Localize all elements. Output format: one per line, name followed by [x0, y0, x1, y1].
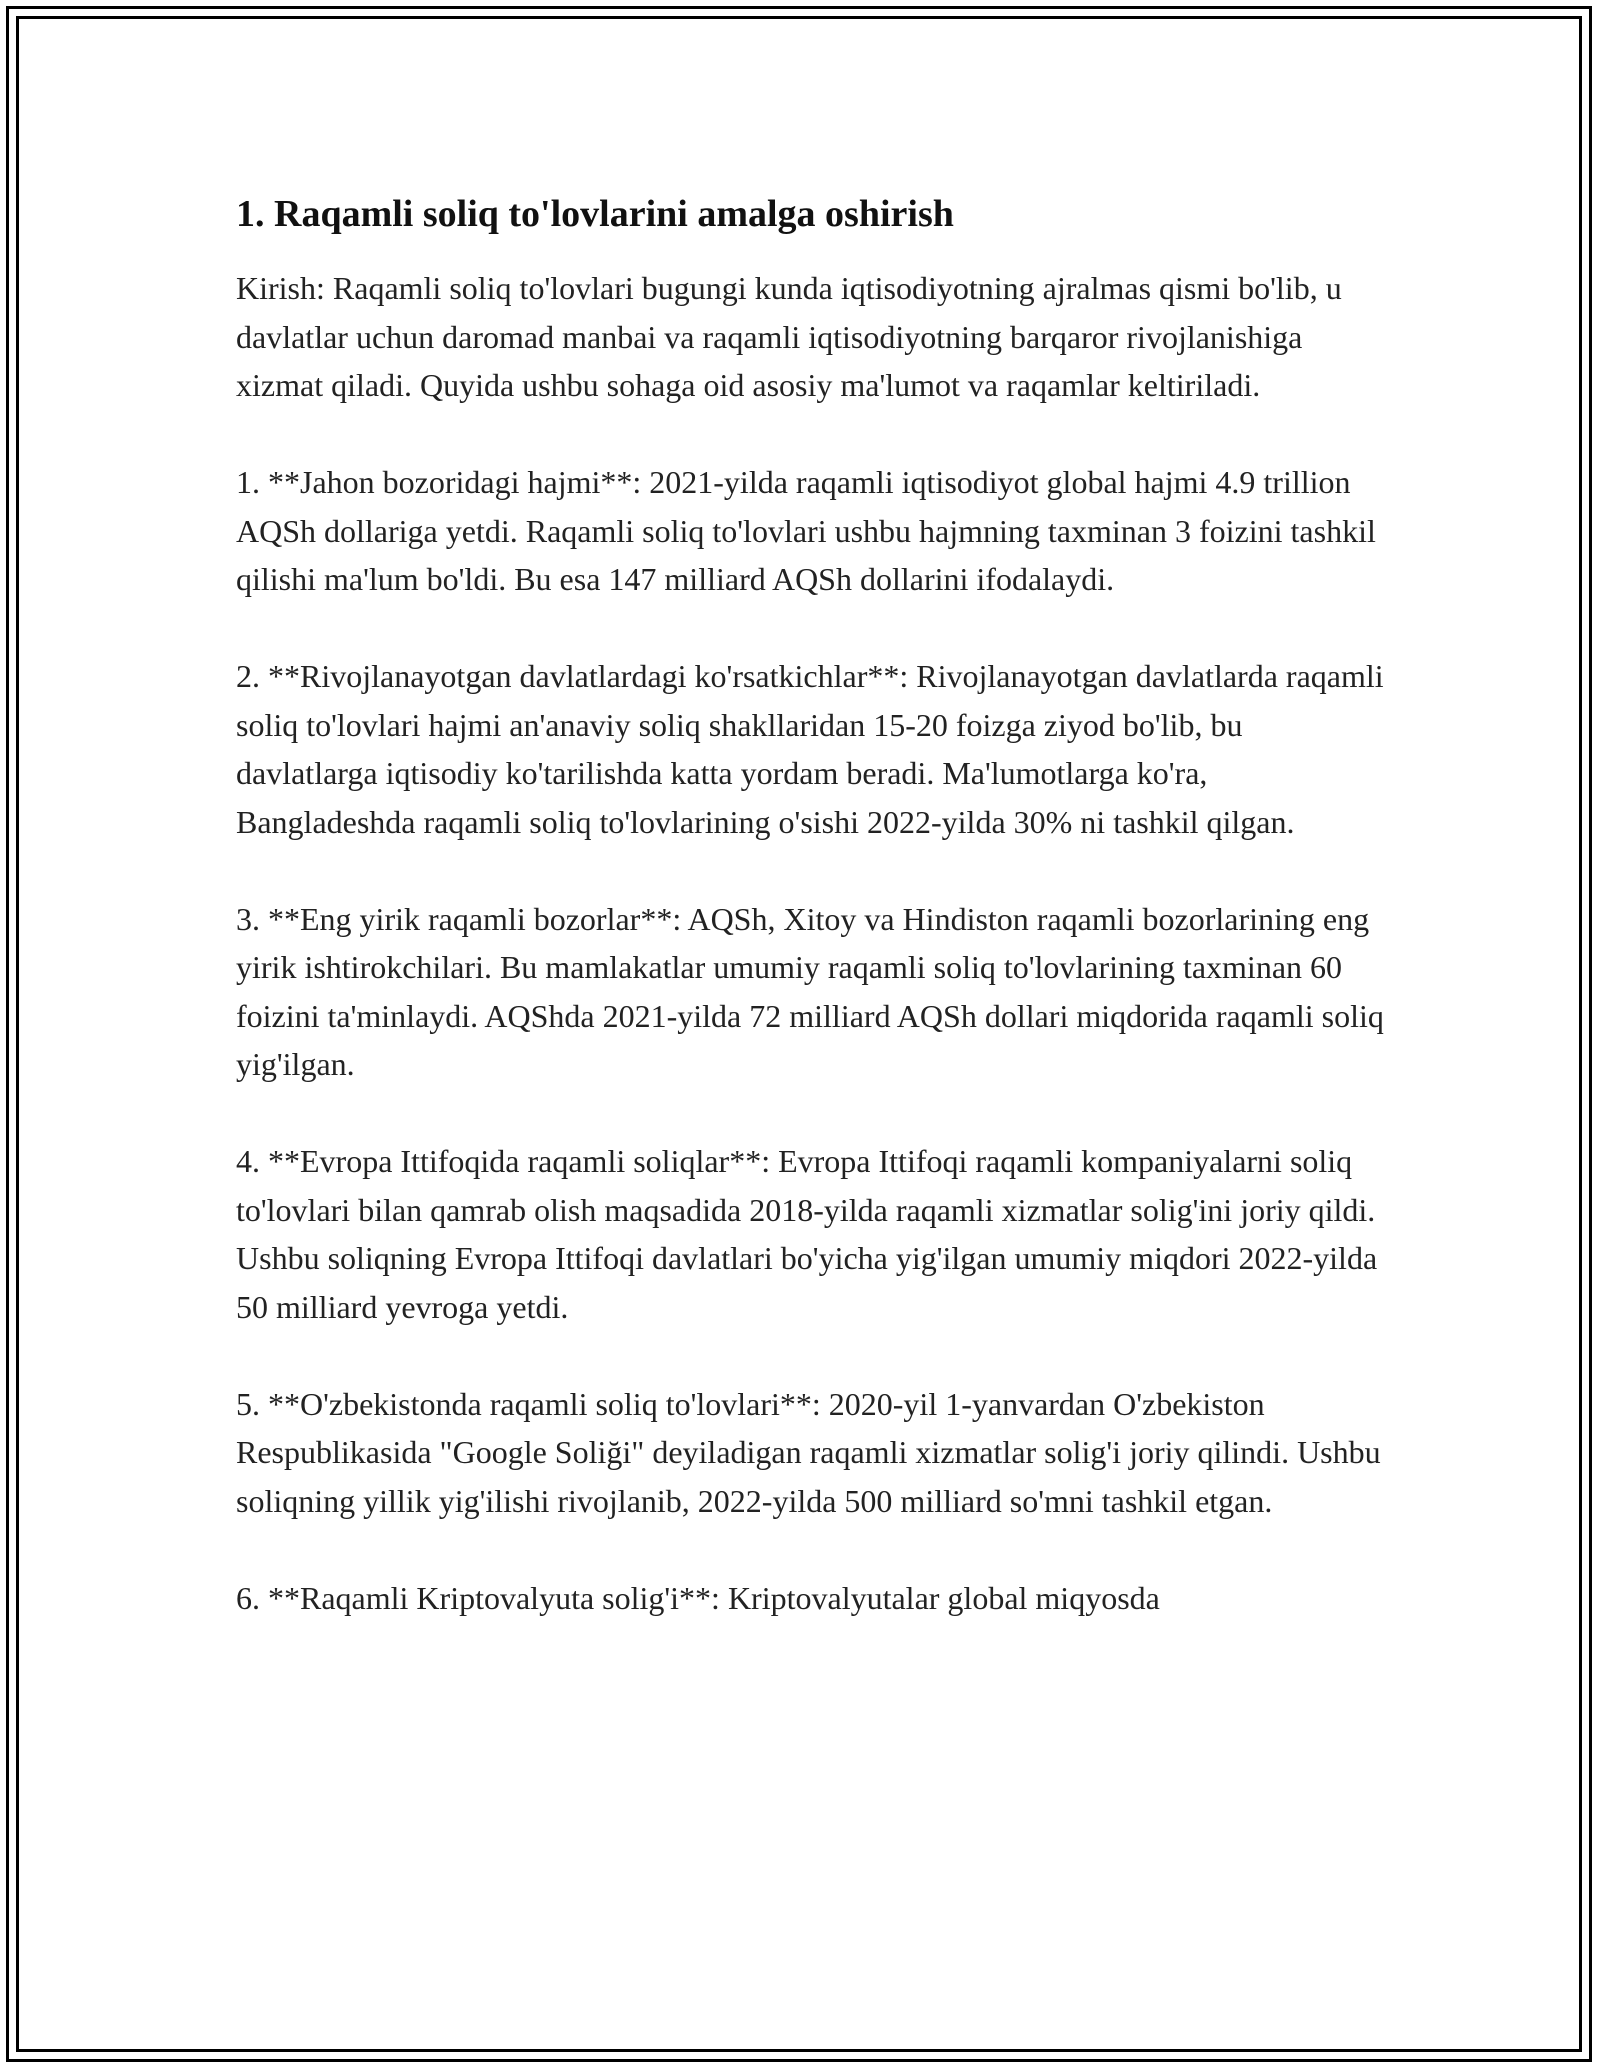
- item-3-paragraph: 3. **Eng yirik raqamli bozorlar**: AQSh, Xitoy va Hindiston raqamli bozorlarining eng yirik ishtirokchilari. Bu mamlakatlar umumiy raqamli soliq to'lovlarining taxminan 60 foizini ta'minlaydi. AQShda 2021-yilda 72 milliard AQSh dollari miqdorida raqamli soliq yig'ilgan.: [236, 900, 1384, 1082]
- item-5-paragraph: 5. **O'zbekistonda raqamli soliq to'lovlari**: 2020-yil 1-yanvardan O'zbekiston Respublikasida "Google Soliği" deyiladigan raqamli xizmatlar solig'i joriy qilindi. Ushbu soliqning yillik yig'ilishi rivojlanib, 2022-yilda 500 milliard so'mni tashkil etgan.: [236, 1385, 1381, 1519]
- item-1-paragraph: 1. **Jahon bozoridagi hajmi**: 2021-yilda raqamli iqtisodiyot global hajmi 4.9 trillion AQSh dollariga yetdi. Raqamli soliq to'lovlari ushbu hajmning taxminan 3 foizini tashkil qilishi ma'lum bo'ldi. Bu esa 147 milliard AQSh dollarini ifodalaydi.: [236, 464, 1376, 597]
- item-6-paragraph: 6. **Raqamli Kriptovalyuta solig'i**: Kriptovalyutalar global miqyosda: [236, 1579, 1160, 1616]
- document-title: 1. Raqamli soliq to'lovlarini amalga oshirish: [236, 193, 954, 235]
- intro-paragraph: Kirish: Raqamli soliq to'lovlari bugungi kunda iqtisodiyotning ajralmas qismi bo'lib, u davlatlar uchun daromad manbai va raqamli iqtisodiyotning barqaror rivojlanishiga xizmat qiladi. Quyida ushbu sohaga oid asosiy ma'lumot va raqamlar keltiriladi.: [236, 270, 1342, 403]
- document-body: [236, 188, 1386, 1671]
- item-2-paragraph: 2. **Rivojlanayotgan davlatlardagi ko'rsatkichlar**: Rivojlanayotgan davlatlarda raqamli soliq to'lovlari hajmi an'anaviy soliq shakllaridan 15-20 foizga ziyod bo'lib, bu davlatlarga iqtisodiy ko'tarilishda katta yordam beradi. Ma'lumotlarga ko'ra, Bangladeshda raqamli soliq to'lovlarining o'sishi 2022-yilda 30% ni tashkil qilgan.: [236, 658, 1384, 840]
- item-4-paragraph: 4. **Evropa Ittifoqida raqamli soliqlar**: Evropa Ittifoqi raqamli kompaniyalarni soliq to'lovlari bilan qamrab olish maqsadida 2018-yilda raqamli xizmatlar solig'ini joriy qildi. Ushbu soliqning Evropa Ittifoqi davlatlari bo'yicha yig'ilgan umumiy miqdori 2022-yilda 50 milliard yevroga yetdi.: [236, 1143, 1378, 1325]
